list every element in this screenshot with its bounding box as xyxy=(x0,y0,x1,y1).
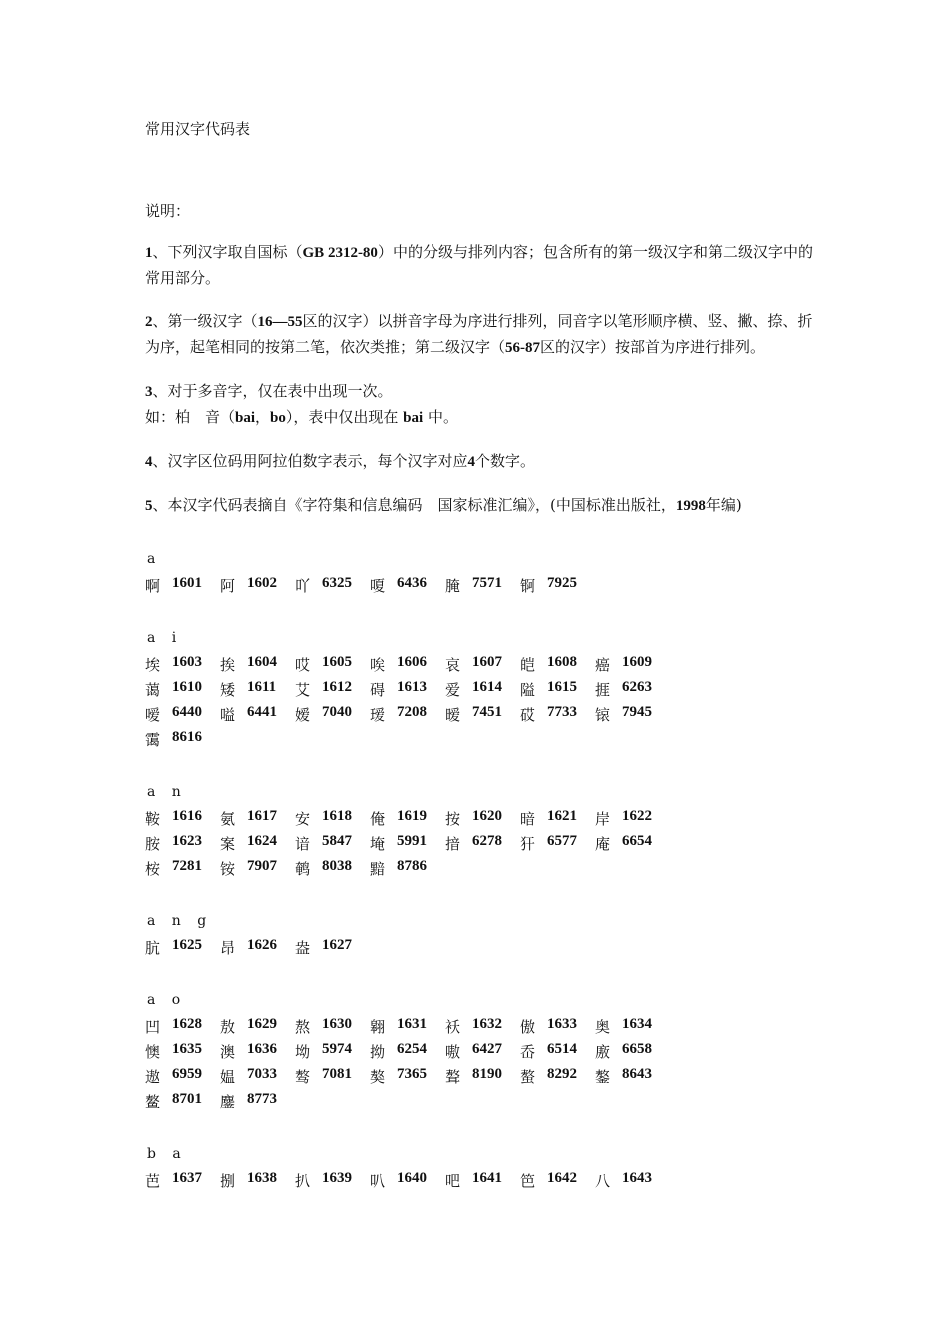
area-code: 1611 xyxy=(247,679,277,695)
code-entry xyxy=(520,808,595,829)
area-code: 5847 xyxy=(322,833,352,849)
area-code: 8643 xyxy=(622,1066,652,1082)
code-entry xyxy=(220,679,295,700)
code-entry xyxy=(595,679,670,700)
code-entry xyxy=(370,1066,445,1087)
hanzi-char: 嗳 xyxy=(145,706,161,724)
area-code: 6959 xyxy=(172,1066,202,1082)
code-entry xyxy=(445,1041,520,1062)
code-entry xyxy=(520,1170,595,1191)
hanzi-char: 腌 xyxy=(445,577,461,595)
area-code: 1608 xyxy=(547,654,577,670)
area-code: 7040 xyxy=(322,704,352,720)
area-code: 1642 xyxy=(547,1170,577,1186)
hanzi-char: 霭 xyxy=(145,731,161,749)
area-code: 1637 xyxy=(172,1170,202,1186)
hanzi-char: 犴 xyxy=(520,835,536,853)
hanzi-char: 安 xyxy=(295,810,311,828)
code-entry xyxy=(145,729,220,750)
code-entry xyxy=(595,1066,670,1087)
area-code: 1624 xyxy=(247,833,277,849)
code-entry xyxy=(595,1170,670,1191)
hanzi-char: 拗 xyxy=(370,1043,386,1061)
area-code: 1602 xyxy=(247,575,277,591)
note-1: 1、下列汉字取自国标（GB 2312-80）中的分级与排列内容；包含所有的第一级汉字和第二级汉字中的常用部分。 xyxy=(145,243,813,287)
code-row xyxy=(145,856,825,881)
notes-label: 说明： xyxy=(145,202,191,220)
area-code: 6577 xyxy=(547,833,577,849)
area-code: 1609 xyxy=(622,654,652,670)
note-5: 5、本汉字代码表摘自《字符集和信息编码 国家标准汇编》，(中国标准出版社，1998年编) xyxy=(145,496,742,514)
hanzi-char: 聱 xyxy=(445,1068,461,1086)
code-entry xyxy=(145,1066,220,1087)
hanzi-char: 凹 xyxy=(145,1018,161,1036)
code-entry xyxy=(445,833,520,854)
hanzi-char: 骜 xyxy=(295,1068,311,1086)
code-entry xyxy=(220,654,295,675)
hanzi-char: 坳 xyxy=(295,1043,311,1061)
note-3-example: 如：柏 音（bai，bo），表中仅出现在 bai 中。 xyxy=(145,408,458,426)
pinyin-heading: a n g xyxy=(147,913,213,929)
code-entry xyxy=(295,833,370,854)
area-code: 6658 xyxy=(622,1041,652,1057)
code-entry xyxy=(445,704,520,725)
code-entry xyxy=(445,1016,520,1037)
code-row xyxy=(145,573,825,598)
area-code: 1623 xyxy=(172,833,202,849)
pinyin-heading: a i xyxy=(147,630,183,646)
area-code: 1629 xyxy=(247,1016,277,1032)
area-code: 1628 xyxy=(172,1016,202,1032)
code-row xyxy=(145,652,825,677)
area-code: 1616 xyxy=(172,808,202,824)
area-code: 6325 xyxy=(322,575,352,591)
hanzi-char: 笆 xyxy=(520,1172,536,1190)
area-code: 1622 xyxy=(622,808,652,824)
area-code: 1627 xyxy=(322,937,352,953)
code-entry xyxy=(520,654,595,675)
area-code: 1634 xyxy=(622,1016,652,1032)
hanzi-char: 廒 xyxy=(595,1043,611,1061)
hanzi-char: 八 xyxy=(595,1172,611,1190)
code-entry xyxy=(445,808,520,829)
code-table xyxy=(145,549,825,1193)
code-entry xyxy=(370,833,445,854)
pinyin-group xyxy=(145,911,825,960)
code-entry xyxy=(295,937,370,958)
code-entry xyxy=(370,1041,445,1062)
area-code: 6263 xyxy=(622,679,652,695)
area-code: 1603 xyxy=(172,654,202,670)
code-entry xyxy=(370,575,445,596)
code-row xyxy=(145,831,825,856)
code-entry xyxy=(220,1016,295,1037)
code-entry xyxy=(445,679,520,700)
code-row xyxy=(145,702,825,727)
area-code: 1614 xyxy=(472,679,502,695)
area-code: 8038 xyxy=(322,858,352,874)
pinyin-group xyxy=(145,990,825,1114)
note-4: 4、汉字区位码用阿拉伯数字表示，每个汉字对应4个数字。 xyxy=(145,452,536,470)
hanzi-char: 挨 xyxy=(220,656,236,674)
hanzi-char: 埃 xyxy=(145,656,161,674)
hanzi-char: 岸 xyxy=(595,810,611,828)
area-code: 6514 xyxy=(547,1041,577,1057)
hanzi-char: 芭 xyxy=(145,1172,161,1190)
hanzi-char: 暧 xyxy=(445,706,461,724)
code-row xyxy=(145,1014,825,1039)
area-code: 1626 xyxy=(247,937,277,953)
hanzi-char: 熬 xyxy=(295,1018,311,1036)
hanzi-char: 埯 xyxy=(370,835,386,853)
area-code: 7907 xyxy=(247,858,277,874)
hanzi-char: 矮 xyxy=(220,681,236,699)
hanzi-char: 揞 xyxy=(445,835,461,853)
code-entry xyxy=(295,654,370,675)
pinyin-heading: a o xyxy=(147,992,187,1008)
area-code: 8701 xyxy=(172,1091,202,1107)
area-code: 1620 xyxy=(472,808,502,824)
code-entry xyxy=(220,858,295,879)
hanzi-char: 澳 xyxy=(220,1043,236,1061)
hanzi-char: 锕 xyxy=(520,577,536,595)
pinyin-group xyxy=(145,782,825,881)
hanzi-char: 嗌 xyxy=(220,706,236,724)
hanzi-char: 敖 xyxy=(220,1018,236,1036)
hanzi-char: 胺 xyxy=(145,835,161,853)
hanzi-char: 吖 xyxy=(295,577,311,595)
area-code: 7281 xyxy=(172,858,202,874)
code-row xyxy=(145,935,825,960)
hanzi-char: 暗 xyxy=(520,810,536,828)
hanzi-char: 哀 xyxy=(445,656,461,674)
code-entry xyxy=(520,704,595,725)
hanzi-char: 隘 xyxy=(520,681,536,699)
hanzi-char: 皑 xyxy=(520,656,536,674)
area-code: 6441 xyxy=(247,704,277,720)
area-code: 6436 xyxy=(397,575,427,591)
hanzi-char: 盎 xyxy=(295,939,311,957)
area-code: 1625 xyxy=(172,937,202,953)
area-code: 7365 xyxy=(397,1066,427,1082)
code-row xyxy=(145,727,825,752)
area-code: 1618 xyxy=(322,808,352,824)
area-code: 6278 xyxy=(472,833,502,849)
code-entry xyxy=(295,1170,370,1191)
code-entry xyxy=(595,808,670,829)
code-entry xyxy=(220,808,295,829)
hanzi-char: 瑷 xyxy=(370,706,386,724)
hanzi-char: 按 xyxy=(445,810,461,828)
hanzi-char: 庵 xyxy=(595,835,611,853)
code-entry xyxy=(220,833,295,854)
note-2: 2、第一级汉字（16—55区的汉字）以拼音字母为序进行排列，同音字以笔形顺序横、竖、撇、捺、折为序，起笔相同的按第二笔，依次类推；第二级汉字（56-87区的汉字）按部首为序进行排列。 xyxy=(145,312,813,356)
code-entry xyxy=(445,1170,520,1191)
area-code: 8786 xyxy=(397,858,427,874)
hanzi-char: 鏊 xyxy=(595,1068,611,1086)
hanzi-char: 铵 xyxy=(220,860,236,878)
hanzi-char: 嫒 xyxy=(295,706,311,724)
area-code: 8190 xyxy=(472,1066,502,1082)
hanzi-char: 獒 xyxy=(370,1068,386,1086)
code-entry xyxy=(595,1016,670,1037)
hanzi-char: 谙 xyxy=(295,835,311,853)
code-entry xyxy=(145,833,220,854)
code-entry xyxy=(370,654,445,675)
code-entry xyxy=(295,808,370,829)
code-entry xyxy=(595,833,670,854)
pinyin-group xyxy=(145,1144,825,1193)
hanzi-char: 唉 xyxy=(370,656,386,674)
area-code: 1640 xyxy=(397,1170,427,1186)
hanzi-char: 傲 xyxy=(520,1018,536,1036)
code-row xyxy=(145,1064,825,1089)
code-entry xyxy=(445,654,520,675)
code-entry xyxy=(295,575,370,596)
area-code: 6440 xyxy=(172,704,202,720)
hanzi-char: 懊 xyxy=(145,1043,161,1061)
code-entry xyxy=(520,575,595,596)
area-code: 7571 xyxy=(472,575,502,591)
area-code: 1632 xyxy=(472,1016,502,1032)
hanzi-char: 岙 xyxy=(520,1043,536,1061)
area-code: 7208 xyxy=(397,704,427,720)
area-code: 7451 xyxy=(472,704,502,720)
code-entry xyxy=(220,1041,295,1062)
hanzi-char: 遨 xyxy=(145,1068,161,1086)
hanzi-char: 砹 xyxy=(520,706,536,724)
code-entry xyxy=(145,808,220,829)
code-entry xyxy=(370,808,445,829)
area-code: 1638 xyxy=(247,1170,277,1186)
area-code: 5974 xyxy=(322,1041,352,1057)
code-entry xyxy=(220,1170,295,1191)
code-entry xyxy=(595,654,670,675)
area-code: 8292 xyxy=(547,1066,577,1082)
code-entry xyxy=(520,833,595,854)
code-entry xyxy=(295,679,370,700)
area-code: 1621 xyxy=(547,808,577,824)
area-code: 1613 xyxy=(397,679,427,695)
hanzi-char: 袄 xyxy=(445,1018,461,1036)
code-entry xyxy=(370,1170,445,1191)
pinyin-heading: a n xyxy=(147,784,187,800)
hanzi-char: 碍 xyxy=(370,681,386,699)
area-code: 1631 xyxy=(397,1016,427,1032)
hanzi-char: 媪 xyxy=(220,1068,236,1086)
hanzi-char: 桉 xyxy=(145,860,161,878)
hanzi-char: 啊 xyxy=(145,577,161,595)
code-row xyxy=(145,1168,825,1193)
code-entry xyxy=(145,704,220,725)
code-row xyxy=(145,677,825,702)
code-entry xyxy=(145,575,220,596)
hanzi-char: 鳌 xyxy=(145,1093,161,1111)
code-entry xyxy=(520,1041,595,1062)
code-entry xyxy=(445,1066,520,1087)
area-code: 1641 xyxy=(472,1170,502,1186)
code-entry xyxy=(295,1016,370,1037)
pinyin-group xyxy=(145,628,825,752)
area-code: 1601 xyxy=(172,575,202,591)
hanzi-char: 螯 xyxy=(520,1068,536,1086)
code-entry xyxy=(220,704,295,725)
hanzi-char: 鹌 xyxy=(295,860,311,878)
hanzi-char: 案 xyxy=(220,835,236,853)
note-3: 3、对于多音字，仅在表中出现一次。 如：柏 音（bai，bo），表中仅出现在 bai 中。 xyxy=(145,379,825,431)
code-entry xyxy=(295,1066,370,1087)
hanzi-char: 肮 xyxy=(145,939,161,957)
code-row xyxy=(145,806,825,831)
pinyin-heading: b a xyxy=(147,1146,187,1162)
code-entry xyxy=(295,704,370,725)
hanzi-char: 叭 xyxy=(370,1172,386,1190)
area-code: 1643 xyxy=(622,1170,652,1186)
hanzi-char: 昂 xyxy=(220,939,236,957)
area-code: 1615 xyxy=(547,679,577,695)
code-entry xyxy=(145,1016,220,1037)
hanzi-char: 奥 xyxy=(595,1018,611,1036)
code-entry xyxy=(220,575,295,596)
hanzi-char: 阿 xyxy=(220,577,236,595)
area-code: 7033 xyxy=(247,1066,277,1082)
area-code: 1619 xyxy=(397,808,427,824)
code-entry xyxy=(595,704,670,725)
area-code: 1636 xyxy=(247,1041,277,1057)
code-entry xyxy=(145,654,220,675)
document-page xyxy=(145,118,825,1193)
area-code: 1605 xyxy=(322,654,352,670)
hanzi-char: 黯 xyxy=(370,860,386,878)
hanzi-char: 氨 xyxy=(220,810,236,828)
code-entry xyxy=(370,1016,445,1037)
area-code: 6427 xyxy=(472,1041,502,1057)
code-entry xyxy=(220,937,295,958)
code-entry xyxy=(145,1041,220,1062)
hanzi-char: 鞍 xyxy=(145,810,161,828)
code-entry xyxy=(295,1041,370,1062)
area-code: 7081 xyxy=(322,1066,352,1082)
code-entry xyxy=(520,1016,595,1037)
hanzi-char: 艾 xyxy=(295,681,311,699)
code-entry xyxy=(445,575,520,596)
code-entry xyxy=(145,1170,220,1191)
code-entry xyxy=(145,679,220,700)
code-entry xyxy=(295,858,370,879)
area-code: 1610 xyxy=(172,679,202,695)
hanzi-char: 扒 xyxy=(295,1172,311,1190)
code-entry xyxy=(220,1066,295,1087)
code-entry xyxy=(145,937,220,958)
code-entry xyxy=(370,858,445,879)
area-code: 1604 xyxy=(247,654,277,670)
hanzi-char: 嗄 xyxy=(370,577,386,595)
area-code: 1607 xyxy=(472,654,502,670)
pinyin-group xyxy=(145,549,825,598)
area-code: 5991 xyxy=(397,833,427,849)
code-entry xyxy=(595,1041,670,1062)
hanzi-char: 捱 xyxy=(595,681,611,699)
code-entry xyxy=(520,679,595,700)
hanzi-char: 蔼 xyxy=(145,681,161,699)
hanzi-char: 癌 xyxy=(595,656,611,674)
code-entry xyxy=(370,704,445,725)
area-code: 7733 xyxy=(547,704,577,720)
area-code: 1639 xyxy=(322,1170,352,1186)
hanzi-char: 嗷 xyxy=(445,1043,461,1061)
code-entry xyxy=(145,858,220,879)
area-code: 8616 xyxy=(172,729,202,745)
area-code: 6254 xyxy=(397,1041,427,1057)
hanzi-char: 翱 xyxy=(370,1018,386,1036)
code-row xyxy=(145,1039,825,1064)
area-code: 8773 xyxy=(247,1091,277,1107)
area-code: 1635 xyxy=(172,1041,202,1057)
pinyin-heading: a xyxy=(147,551,162,567)
code-entry xyxy=(520,1066,595,1087)
hanzi-char: 锿 xyxy=(595,706,611,724)
document-title: 常用汉字代码表 xyxy=(145,120,251,138)
hanzi-char: 爱 xyxy=(445,681,461,699)
area-code: 6654 xyxy=(622,833,652,849)
hanzi-char: 鏖 xyxy=(220,1093,236,1111)
code-entry xyxy=(220,1091,295,1112)
area-code: 1630 xyxy=(322,1016,352,1032)
code-row xyxy=(145,1089,825,1114)
area-code: 7925 xyxy=(547,575,577,591)
hanzi-char: 俺 xyxy=(370,810,386,828)
area-code: 1606 xyxy=(397,654,427,670)
code-entry xyxy=(370,679,445,700)
code-entry xyxy=(145,1091,220,1112)
hanzi-char: 哎 xyxy=(295,656,311,674)
hanzi-char: 吧 xyxy=(445,1172,461,1190)
area-code: 1612 xyxy=(322,679,352,695)
area-code: 1633 xyxy=(547,1016,577,1032)
area-code: 7945 xyxy=(622,704,652,720)
area-code: 1617 xyxy=(247,808,277,824)
hanzi-char: 捌 xyxy=(220,1172,236,1190)
